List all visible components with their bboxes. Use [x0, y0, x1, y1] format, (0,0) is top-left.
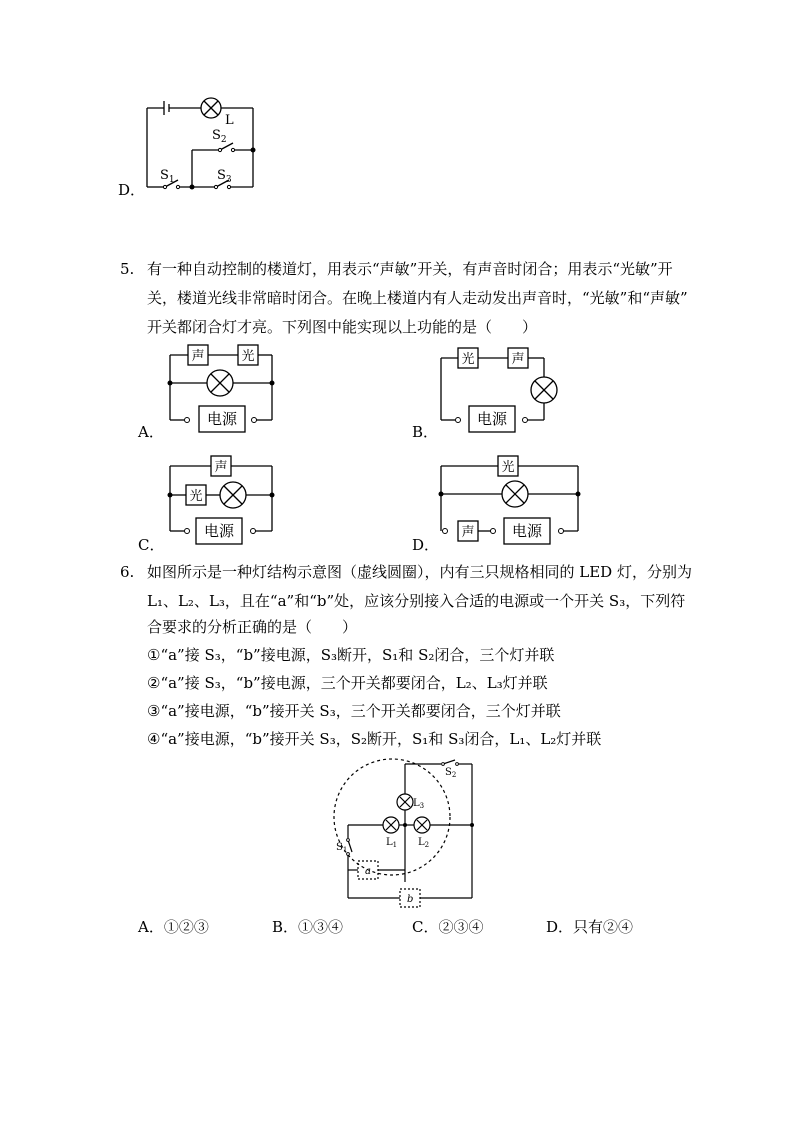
q6-line-3: 合要求的分析正确的是（ ）	[147, 618, 358, 636]
q6-answer-c: C．②③④	[412, 918, 484, 936]
svg-text:S1: $S_1$	[336, 842, 348, 854]
svg-text:S1: $S_1$	[160, 168, 175, 185]
label-l: L	[225, 113, 234, 128]
q5-option-a: A．	[138, 423, 164, 441]
svg-text:S2: $S_2$	[445, 767, 457, 779]
q6-answer-b: B．①③④	[272, 918, 344, 936]
q6-statement-4: ④“a”接电源，“b”接开关 S₃，S₂断开，S₁和 S₃闭合，L₁、L₂灯并联	[147, 730, 602, 748]
svg-text:光: 光	[461, 352, 475, 367]
svg-text:光: 光	[189, 489, 203, 504]
svg-text:声: 声	[461, 525, 475, 540]
svg-text:L3: $L_3$	[413, 798, 425, 810]
svg-text:声: 声	[511, 352, 525, 367]
svg-text:S2: $S_2$	[212, 128, 227, 145]
q6-line-1: 如图所示是一种灯结构示意图（虚线圆圈），内有三只规格相同的 LED 灯，分别为	[147, 563, 692, 581]
svg-text:b: b	[407, 894, 414, 905]
svg-text:电源: 电源	[203, 522, 235, 540]
q5-line-1: 有一种自动控制的楼道灯，用表示“声敏”开关，有声音时闭合；用表示“光敏”开	[147, 260, 673, 278]
q5-option-b: B．	[412, 423, 439, 441]
switch-s1-blade	[348, 840, 352, 852]
svg-text:电源: 电源	[206, 410, 238, 428]
q6-answer-d: D．只有②④	[546, 918, 634, 936]
svg-text:光: 光	[501, 460, 515, 475]
svg-text:声: 声	[214, 460, 228, 475]
q6-statement-1: ①“a”接 S₃，“b”接电源，S₃断开，S₁和 S₂闭合，三个灯并联	[147, 646, 555, 664]
q6-statement-2: ②“a”接 S₃，“b”接电源，三个开关都要闭合，L₂、L₃灯并联	[147, 674, 548, 692]
q6-answer-a: A．①②③	[138, 918, 209, 936]
q6-line-2: L₁、L₂、L₃，且在“a”和“b”处，应该分别接入合适的电源或一个开关 S₃，下列符	[147, 592, 686, 610]
svg-text:a: a	[365, 866, 371, 877]
svg-text:光: 光	[241, 349, 255, 364]
q5-line-2: 关，楼道光线非常暗时闭合。在晚上楼道内有人走动发出声音时，“光敏”和“声敏”	[147, 289, 688, 307]
svg-text:S3: $S_3$	[217, 168, 232, 185]
svg-text:L2: $L_2$	[418, 837, 430, 849]
q5-line-3: 开关都闭合灯才亮。下列图中能实现以上功能的是（ ）	[147, 318, 538, 336]
q5-number: 5.	[120, 260, 135, 278]
q5-option-d: D．	[412, 536, 440, 554]
q6-statement-3: ③“a”接电源，“b”接开关 S₃，三个开关都要闭合，三个灯并联	[147, 702, 561, 720]
svg-text:L1: $L_1$	[386, 837, 398, 849]
q4-option-d-label: D．	[118, 181, 146, 199]
q5-option-c: C．	[138, 536, 165, 554]
svg-text:电源: 电源	[476, 410, 508, 428]
q6-number: 6.	[120, 563, 135, 581]
svg-text:电源: 电源	[511, 522, 543, 540]
svg-text:声: 声	[191, 349, 205, 364]
switch-s2-blade	[443, 760, 455, 764]
